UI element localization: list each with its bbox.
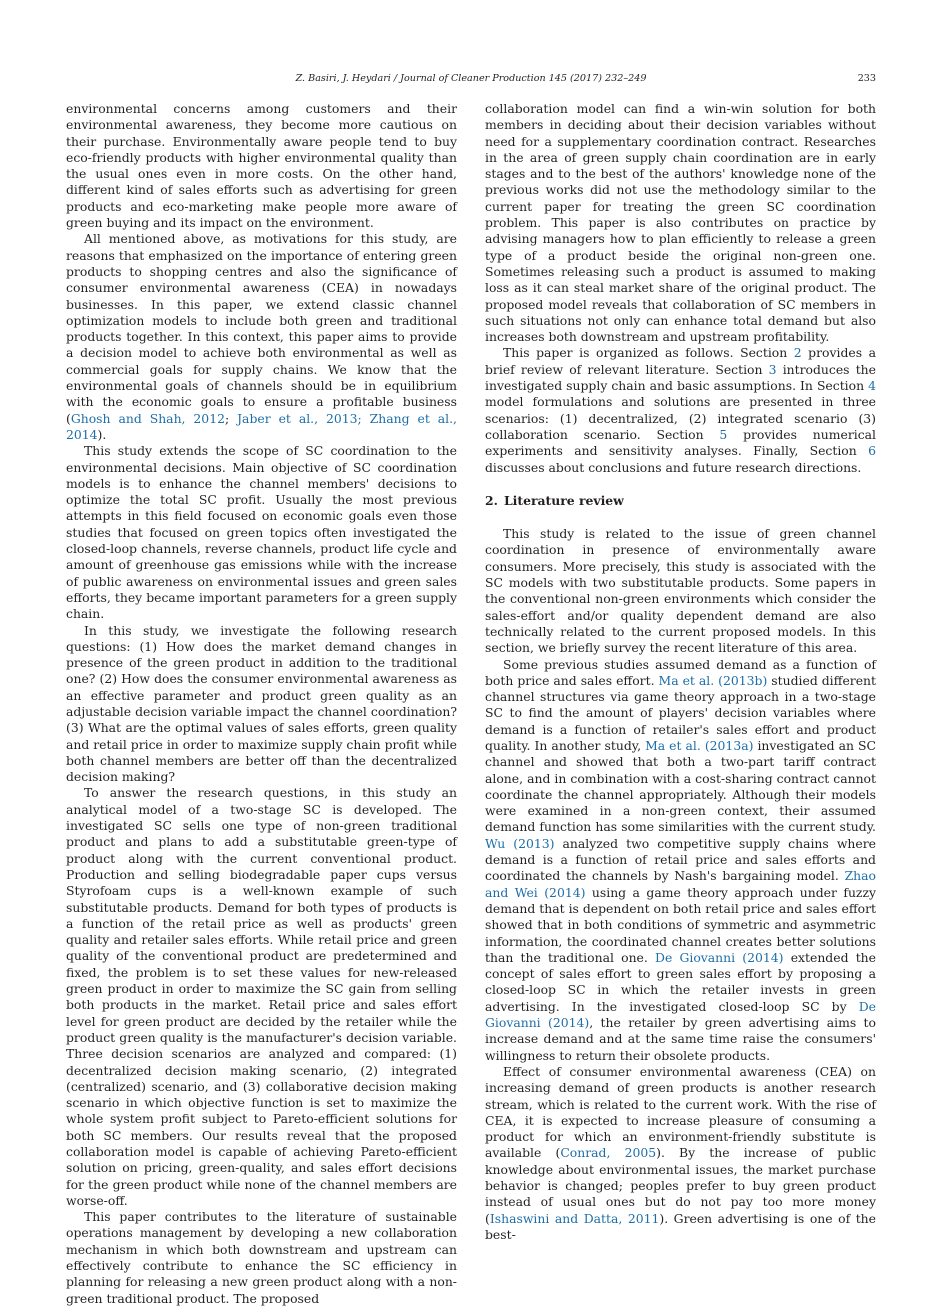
paragraph: This paper contributes to the literature of sustainable operations management by developing a new collaboration mechanism in which both downstream and upstream can effectively contribute to enhance the SC efficiency in planning for releasing a new green product along with a non-green traditional product. The proposed: [66, 1209, 457, 1306]
paragraph: In this study, we investigate the following research questions: (1) How does the market demand changes in presence of the green product in addition to the traditional one? (2) How does the consumer environmental awareness as an effective parameter and product green quality as an adjustable decision variable impact the channel coordination? (3) What are the optimal values of sales efforts, green quality and retail price in order to maximize supply chain profit while both channel members are better off than the decentralized decision making?: [66, 622, 457, 785]
journal-citation: Z. Basiri, J. Heydari / Journal of Cleaner Production 145 (2017) 232–249: [295, 73, 647, 84]
section-link[interactable]: 5: [719, 426, 728, 442]
running-header: [66, 73, 876, 87]
citation-link[interactable]: Jaber et al., 2013; Zhang et al., 2014: [66, 410, 457, 442]
paragraph: All mentioned above, as motivations for this study, are reasons that emphasized on the importance of entering green products to shopping centres and also the significance of consumer environmental awareness (CEA) in nowadays businesses. In this paper, we extend classic channel optimization models to include both green and traditional products together. In this context, this paper aims to provide a decision model to achieve both environmental as well as commercial goals for supply chains. We know that the environmental goals of channels should be in equilibrium with the economic goals to ensure a profitable business (Ghosh and Shah, 2012; Jaber et al., 2013; Zhang et al., 2014).: [66, 231, 457, 442]
paragraph: Effect of consumer environmental awareness (CEA) on increasing demand of green products is another research stream, which is related to the current work. With the rise of CEA, it is expected to increase pleasure of consuming a product for which an environment-friendly substitute is available (Conrad, 2005). By the increase of public knowledge about environmental issues, the market purchase behavior is changed; peoples prefer to buy green product instead of usual ones but do not pay too more money (Ishaswini and Datta, 2011). Green advertising is one of the best-: [485, 1063, 877, 1242]
citation-link[interactable]: Ghosh and Shah, 2012: [70, 410, 225, 426]
paragraph: Some previous studies assumed demand as a function of both price and sales effort. Ma et al. (2013b) studied different channel structures via game theory approach in a two-stage SC to find the amount of players' decision variables where demand is a function of retailer's sales effort and product quality. In another study, Ma et al. (2013a) investigated an SC channel and showed that both a two-part tariff contract alone, and in combination with a cost-sharing contract cannot coordinate the channel appropriately. Although their models were examined in a non-green context, their assumed demand function has some similarities with the current study. Wu (2013) analyzed two competitive supply chains where demand is a function of retail price and sales efforts and coordinated the channels by Nash's bargaining model. Zhao and Wei (2014) using a game theory approach under fuzzy demand that is dependent on both retail price and sales effort showed that in both conditions of symmetric and asymmetric information, the coordinated channel creates better solutions than the traditional one. De Giovanni (2014) extended the concept of sales effort to green sales effort by proposing a closed-loop SC in which the retailer invests in green advertising. In the investigated closed-loop SC by De Giovanni (2014), the retailer by green advertising aims to increase demand and at the same time raise the consumers' willingness to return their obsolete products.: [485, 656, 876, 1063]
section-link[interactable]: 2: [793, 345, 802, 361]
paragraph: collaboration model can find a win-win solution for both members in deciding about their decision variables without need for a supplementary coordination contract. Researches in the area of green supply chain coordination are in early stages and to the best of the authors' knowledge none of the previous works did not use the methodology similar to the current paper for treating the green SC coordination problem. This paper is also contributes on practice by advising managers how to plan efficiently to release a green type of a product beside the original non-green one. Sometimes releasing such a product is assumed to making loss as it can steal market share of the original product. The proposed model reveals that collaboration of SC members in such situations not only can enhance total demand but also increases both downstream and upstream profitability.: [485, 101, 876, 345]
citation-link[interactable]: De Giovanni (2014): [485, 998, 876, 1031]
paragraph: This study is related to the issue of green channel coordination in presence of environmentally aware consumers. More precisely, this study is associated with the SC models with two substitutable products. Some papers in the conventional non-green environments which consider the sales-effort and/or quality dependent demand are also technically related to the current proposed models. In this section, we briefly survey the recent literature of this area.: [485, 526, 876, 656]
paragraph: To answer the research questions, in this study an analytical model of a two-stage SC is developed. The investigated SC sells one type of non-green traditional product and plans to add a substitutable green-type of product along with the current conventional product. Production and selling biodegradable paper cups versus Styrofoam cups is a well-known example of such substitutable products. Demand for both types of products is a function of the retail price as well as products' green quality and retailer sales efforts. While retail price and green quality of the conventional product are predetermined and fixed, the problem is to set these values for new-released green product in order to maximize the SC gain from selling both products in the market. Retail price and sales effort level for green product are decided by the retailer while the product green quality is the manufacturer's decision variable. Three decision scenarios are analyzed and compared: (1) decentralized decision making scenario, (2) integrated (centralized) scenario, and (3) collaborative decision making scenario in which objective function is set to maximize the whole system profit subject to Pareto-efficient solutions for both SC members. Our results reveal that the proposed collaboration model is capable of achieving Pareto-efficient solution on pricing, green-quality, and sales effort decisions for the green product while none of the channel members are worse-off.: [66, 785, 457, 1208]
paragraph: environmental concerns among customers and their environmental awareness, they become more cautious on their purchase. Environmentally aware people tend to buy eco-friendly products with higher environmental quality than the usual ones even in more costs. On the other hand, different kind of sales efforts such as advertising for green products and eco-marketing make people more aware of green buying and its impact on the environment.: [66, 101, 457, 231]
paragraph: This paper is organized as follows. Section 2 provides a brief review of relevant literature. Section 3 introduces the investigated supply chain and basic assumptions. In Section 4 model formulations and solutions are presented in three scenarios: (1) decentralized, (2) integrated scenario (3) collaboration scenario. Section 5 provides numerical experiments and sensitivity analyses. Finally, Section 6 discusses about conclusions and future research directions.: [485, 345, 877, 475]
citation-link[interactable]: Zhao and Wei (2014): [485, 868, 876, 900]
paragraph: This study extends the scope of SC coordination to the environmental decisions. Main objective of SC coordination models is to enhance the channel members' decisions to optimize the total SC profit. Usually the most previous attempts in this field focused on economic goals even those studies that focused on green topics often investigated the closed-loop channels, reverse channels, product life cycle and amount of greenhouse gas emissions while with the increase of public awareness on environmental issues and green sales efforts, they became important parameters for a green supply chain.: [66, 443, 457, 622]
section-link[interactable]: 3: [768, 361, 777, 377]
right-column: [485, 101, 876, 1243]
section-link[interactable]: 6: [868, 443, 876, 459]
citation-link[interactable]: Wu (2013): [485, 835, 555, 851]
citation-link[interactable]: Conrad, 2005: [560, 1145, 657, 1161]
section-link[interactable]: 4: [868, 378, 876, 394]
citation-link[interactable]: Ma et al. (2013b): [658, 672, 768, 688]
section-heading: 2. Literature review: [485, 492, 624, 508]
page-number: 233: [857, 73, 876, 84]
citation-link[interactable]: Ma et al. (2013a): [645, 737, 754, 753]
citation-link[interactable]: Ishaswini and Datta, 2011: [489, 1210, 660, 1226]
left-column: [66, 101, 457, 1307]
citation-link[interactable]: De Giovanni (2014): [655, 949, 784, 965]
